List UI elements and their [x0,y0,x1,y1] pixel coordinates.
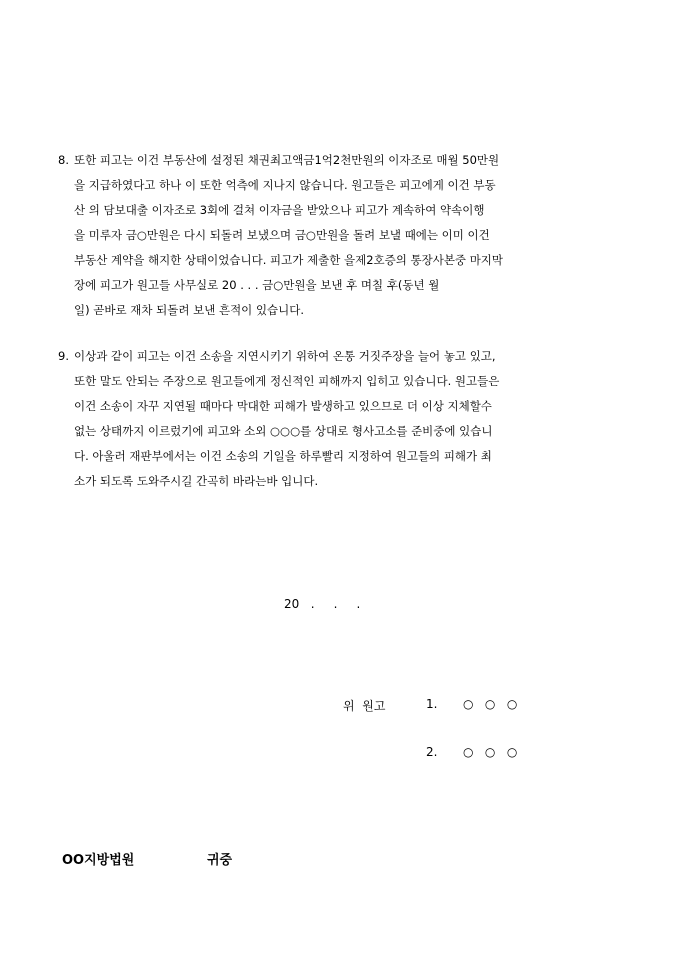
paragraph-line: 없는 상태까지 이르렀기에 피고와 소외 ○○○를 상대로 형사고소를 준비중에 있습니 [74,424,493,438]
paragraph-9 [58,344,622,494]
paragraph-line: 또한 말도 안되는 주장으로 원고들에게 정신적인 피해까지 입히고 있습니다. 원고들은 [74,374,500,388]
paragraph-line: 부동산 계약을 해지한 상태이었습니다. 피고가 제출한 을제2호증의 통장사본중 마지막 [74,253,504,267]
signature-label: 위 원고 [343,699,386,713]
plaintiff-name: ○ ○ ○ [463,745,518,759]
plaintiff-number: 1. [426,697,438,711]
document-date: 20 . . . [284,597,361,611]
paragraph-line: 을 지급하였다고 하나 이 또한 억측에 지나지 않습니다. 원고들은 피고에게 이건 부동 [74,178,496,192]
paragraph-line: 장에 피고가 원고들 사무실로 20 . . . 금○만원을 보낸 후 며칠 후(동년 월 [74,278,440,292]
paragraph-8 [58,148,622,323]
paragraph-line: 9. 이상과 같이 피고는 이건 소송을 지연시키기 위하여 온통 거짓주장을 늘어 놓고 있고, [58,344,622,369]
respect-suffix: 귀중 [207,853,233,868]
paragraph-line: 일) 곧바로 재차 되돌려 보낸 흔적이 있습니다. [74,303,305,317]
paragraph-number: 8. [58,153,69,167]
paragraph-line: 산 의 담보대출 이자조로 3회에 걸쳐 이자금을 받았으나 피고가 계속하여 약속이행 [74,203,485,217]
court-name: OO지방법원 [62,853,135,868]
paragraph-line: 소가 되도록 도와주시길 간곡히 바라는바 입니다. [74,474,319,488]
plaintiff-name: ○ ○ ○ [463,697,518,711]
paragraph-line: 을 미루자 금○만원은 다시 되돌려 보냈으며 금○만원을 돌려 보낼 때에는 이미 이건 [74,228,490,242]
paragraph-number: 9. [58,349,69,363]
paragraph-line: 다. 아울러 재판부에서는 이건 소송의 기일을 하루빨리 지정하여 원고들의 피해가 최 [74,449,492,463]
paragraph-line: 이건 소송이 자꾸 지연될 때마다 막대한 피해가 발생하고 있으므로 더 이상 지체할수 [74,399,492,413]
paragraph-line: 8. 또한 피고는 이건 부동산에 설정된 채권최고액금1억2천만원의 이자조로 매월 50만원 [58,148,622,173]
plaintiff-number: 2. [426,745,438,759]
